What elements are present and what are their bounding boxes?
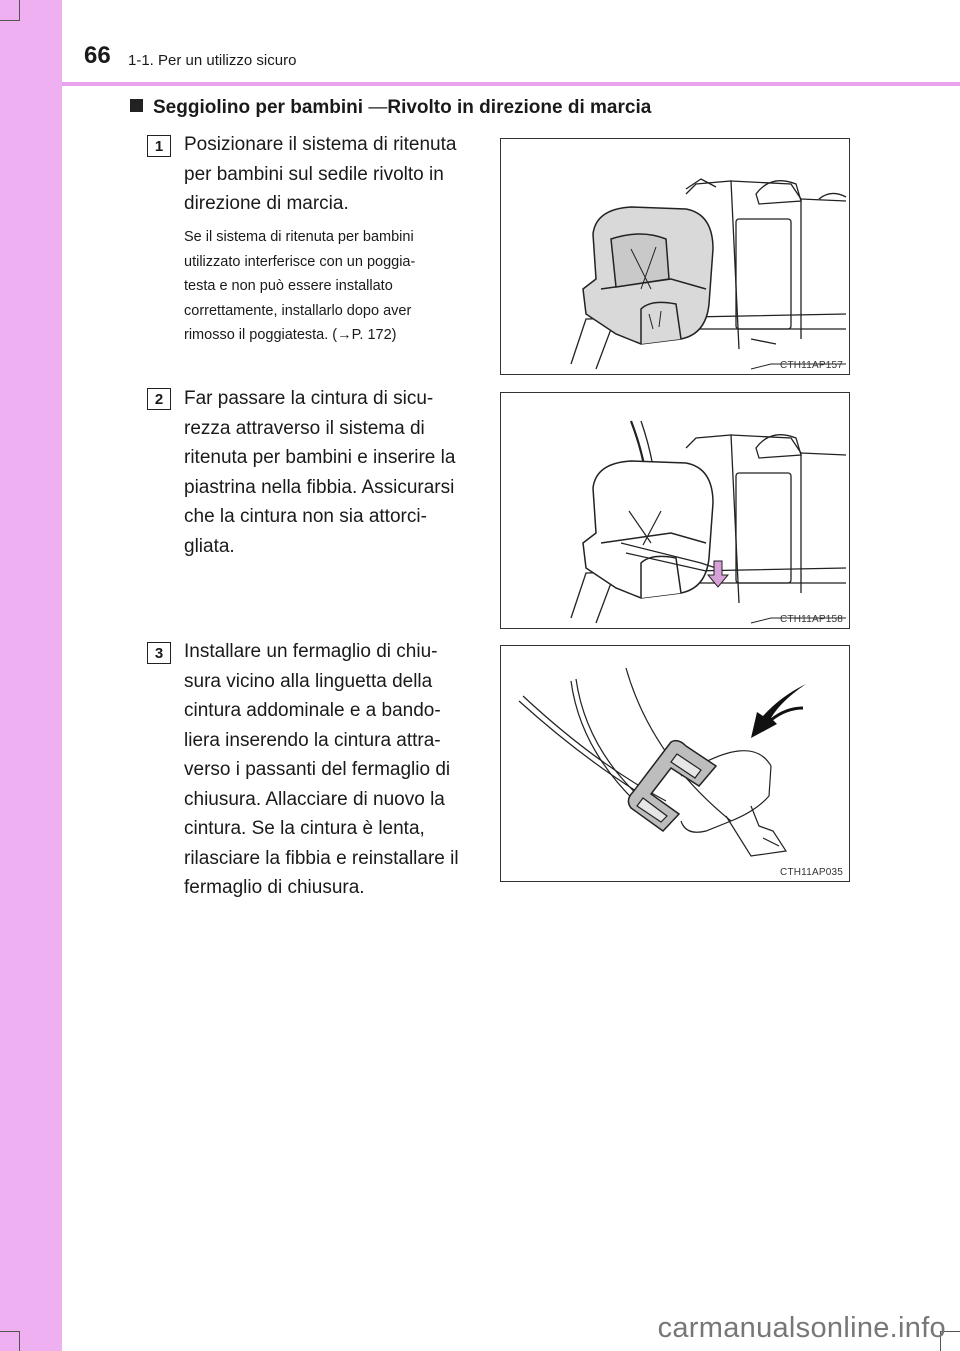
text-line: Posizionare il sistema di ritenuta: [184, 134, 457, 155]
figure-code: CTH11AP158: [780, 614, 843, 625]
text-line: piastrina nella fibbia. Assicurarsi: [184, 476, 455, 498]
section-title: [130, 97, 651, 119]
section-title-main: Seggiolino per bambini: [153, 97, 364, 118]
text-line: che la cintura non sia attorci-: [184, 506, 427, 527]
text-line: per bambini sul sedile rivolto in: [184, 163, 444, 185]
note-line: rimosso il poggiatesta. (→P. 172): [184, 327, 397, 343]
crop-mark: [0, 1331, 20, 1332]
text-line: Far passare la cintura di sicu-: [184, 388, 434, 409]
header-rule: [62, 82, 960, 86]
text-line: rilasciare la fibbia e reinstallare il: [184, 847, 459, 869]
text-line: gliata.: [184, 535, 235, 557]
figure-code: CTH11AP157: [780, 360, 843, 371]
section-title-dash: —: [368, 97, 388, 118]
square-bullet-icon: [130, 99, 143, 112]
figure-code: CTH11AP035: [780, 867, 843, 878]
text-line: direzione di marcia.: [184, 193, 349, 214]
text-line: cintura addominale e a bando-: [184, 700, 441, 721]
text-line: chiusura. Allacciare di nuovo la: [184, 788, 445, 810]
text-line: fermaglio di chiusura.: [184, 877, 365, 898]
crop-mark: [19, 1331, 20, 1351]
step-number-3: 3: [147, 642, 171, 664]
text-line: rezza attraverso il sistema di: [184, 417, 425, 439]
figure-child-seat-placement: [500, 138, 850, 375]
step-1-note: [184, 225, 480, 348]
page-number: 66: [84, 42, 111, 69]
child-seat-illustration: [501, 139, 849, 374]
step-1-text: [184, 130, 478, 219]
chapter-title: 1-1. Per un utilizzo sicuro: [128, 52, 297, 69]
note-line: correttamente, installarlo dopo aver: [184, 302, 412, 319]
text-line: liera inserendo la cintura attra-: [184, 729, 441, 751]
note-line: Se il sistema di ritenuta per bambini: [184, 229, 414, 245]
step-number-1: 1: [147, 135, 171, 157]
note-line: testa e non può essere installato: [184, 278, 393, 294]
locking-clip-illustration: [501, 646, 849, 881]
belt-routing-illustration: [501, 393, 849, 628]
text-line: sura vicino alla linguetta della: [184, 670, 433, 692]
step-number-2: 2: [147, 388, 171, 410]
step-3-text: [184, 637, 478, 903]
section-title-sub: Rivolto in direzione di marcia: [387, 97, 652, 118]
crop-mark: [19, 0, 20, 20]
watermark: carmanualsonline.info: [657, 1312, 946, 1344]
left-color-band: [0, 0, 62, 1351]
text-line: ritenuta per bambini e inserire la: [184, 447, 456, 468]
note-line: utilizzato interferisce con un poggia-: [184, 253, 416, 270]
crop-mark: [0, 20, 20, 21]
step-2-text: [184, 384, 478, 561]
figure-locking-clip: [500, 645, 850, 882]
text-line: Installare un fermaglio di chiu-: [184, 641, 438, 662]
text-line: verso i passanti del fermaglio di: [184, 759, 451, 780]
text-line: cintura. Se la cintura è lenta,: [184, 818, 425, 839]
figure-belt-routing: [500, 392, 850, 629]
